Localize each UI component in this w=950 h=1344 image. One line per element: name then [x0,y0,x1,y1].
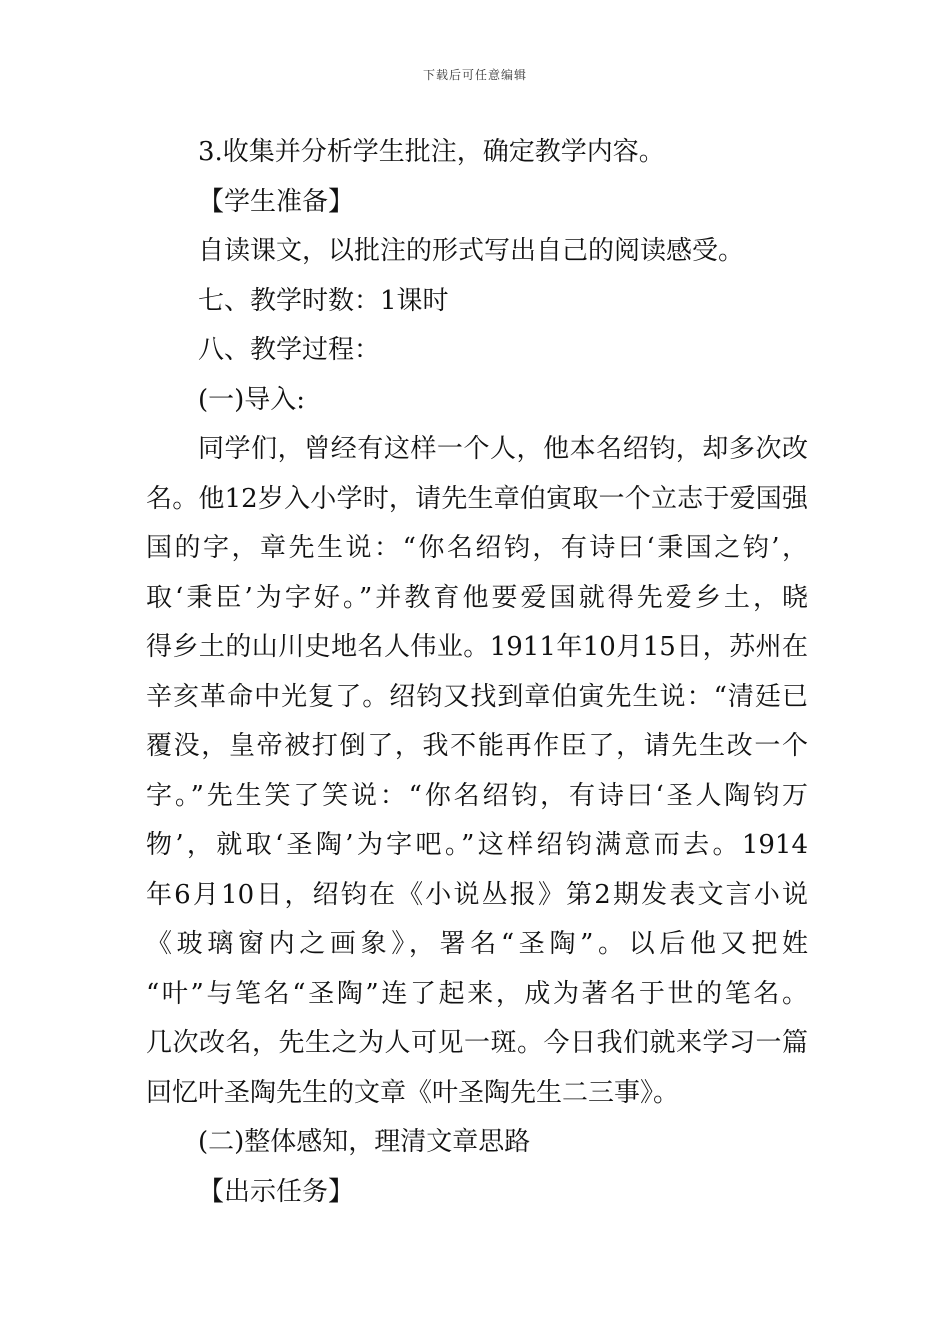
text-line: 自读课文，以批注的形式写出自己的阅读感受。 [198,236,745,266]
text-line: 名。他12岁入小学时，请先生章伯寅取一个立志于爱国强 [146,483,808,514]
text-line: 【学生准备】 [198,186,355,217]
text-line: 【出示任务】 [198,1176,355,1207]
text-line: 几次改名，先生之为人可见一斑。今日我们就来学习一篇 [146,1028,808,1058]
text-line: 同学们，曾经有这样一个人，他本名绍钧，却多次改 [198,434,808,464]
text-line: 国的字，章先生说：“你名绍钧，有诗曰‘秉国之钧’， [146,533,808,563]
page-header: 下载后可任意编辑 [422,68,527,82]
text-line: 年6月10日，绍钧在《小说丛报》第2期发表文言小说 [146,879,808,910]
text-line: (二)整体感知，理清文章思路 [198,1127,531,1157]
text-line: 物’，就取‘圣陶’为字吧。”这样绍钧满意而去。1914 [146,830,808,860]
text-line: 八、教学过程： [198,335,381,365]
text-line: 《玻璃窗内之画象》，署名“圣陶”。以后他又把姓 [146,929,808,959]
text-line: 回忆叶圣陶先生的文章《叶圣陶先生二三事》。 [146,1077,680,1108]
text-line: 覆没，皇帝被打倒了，我不能再作臣了，请先生改一个 [146,731,808,761]
text-line: 取‘秉臣’为字好。”并教育他要爱国就得先爱乡土，晓 [146,582,808,613]
text-line: (一)导入: [198,384,306,415]
text-line: 3.收集并分析学生批注，确定教学内容。 [198,137,665,167]
text-line: 辛亥革命中光复了。绍钧又找到章伯寅先生说：“清廷已 [146,681,808,712]
text-line: 七、教学时数：1课时 [198,285,449,316]
text-line: 得乡土的山川史地名人伟业。1911年10月15日，苏州在 [146,632,808,662]
text-line: “叶”与笔名“圣陶”连了起来，成为著名于世的笔名。 [146,978,808,1009]
document-body [146,128,808,1217]
text-line: 字。”先生笑了笑说：“你名绍钧，有诗曰‘圣人陶钧万 [146,780,808,811]
